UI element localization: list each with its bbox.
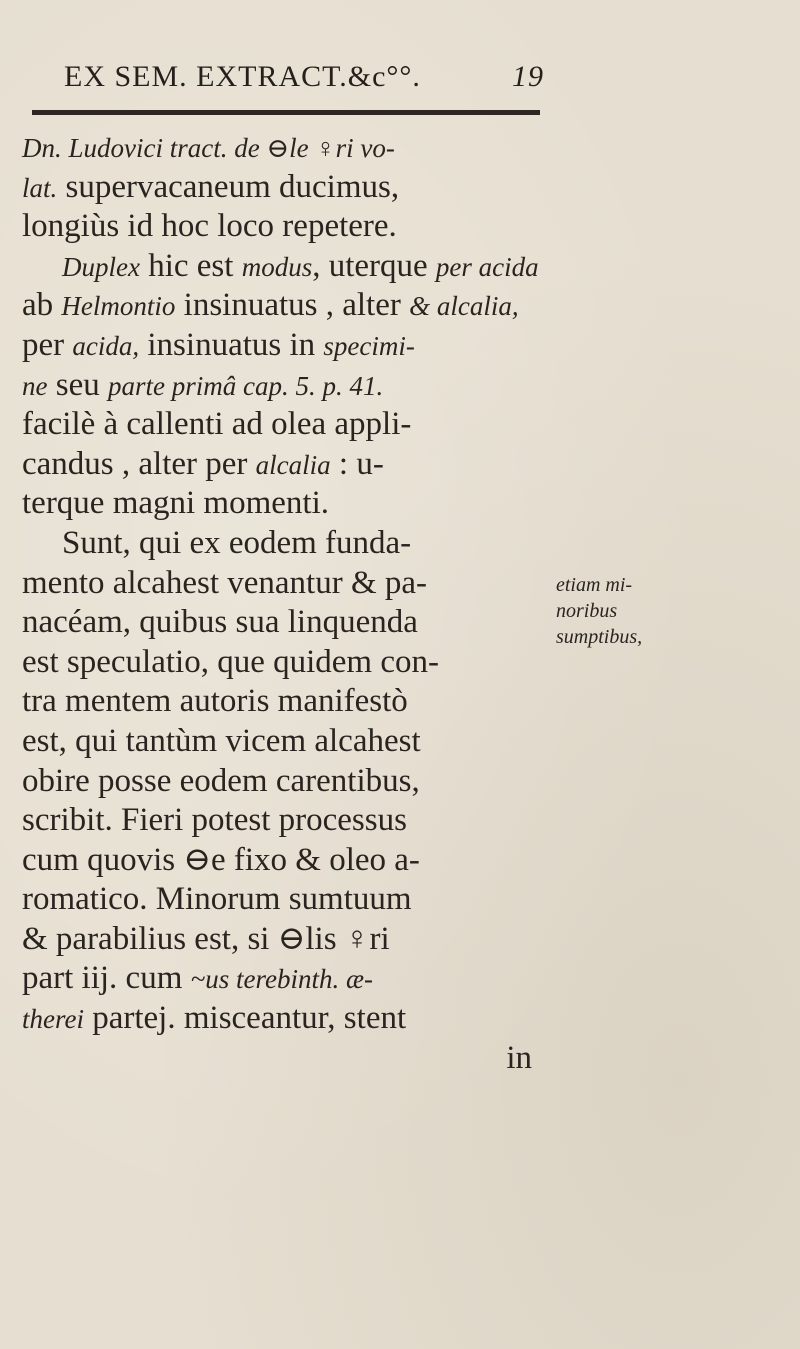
- body-text: [22, 128, 562, 1078]
- page-number: 19: [512, 60, 544, 93]
- roman-text: mento alcahest venantur & pa-: [22, 564, 428, 601]
- roman-text: hic est: [139, 247, 242, 284]
- text-line: [22, 247, 562, 287]
- text-line: [22, 445, 562, 485]
- text-line: [22, 286, 562, 326]
- text-line: [22, 841, 562, 881]
- text-line: [22, 801, 562, 841]
- italic-text: ne: [22, 370, 48, 401]
- italic-text: acida,: [72, 330, 140, 361]
- italic-text: parte primâ cap. 5. p. 41.: [107, 370, 384, 401]
- text-line: [22, 207, 562, 247]
- roman-text: est speculatio, que quidem con-: [22, 643, 439, 680]
- text-line: [22, 999, 562, 1039]
- italic-text: Dn. Ludovici tract. de ⊖le ♀ri vo-: [22, 133, 395, 163]
- margin-note-line: sumptibus,: [556, 626, 643, 648]
- italic-text: Duplex: [62, 251, 140, 282]
- roman-text: , uterque: [312, 247, 436, 284]
- roman-text: cum quovis ⊖e fixo & oleo a-: [22, 841, 420, 878]
- roman-text: Sunt, qui ex eodem funda-: [62, 524, 412, 561]
- roman-text: scribit. Fieri potest processus: [22, 802, 407, 839]
- italic-text: ~us terebinth. æ-: [190, 964, 373, 995]
- roman-text: romatico. Minorum sumtuum: [22, 881, 412, 918]
- text-line: [22, 524, 562, 564]
- running-title: EX SEM. EXTRACT.&c°°.: [64, 60, 421, 93]
- roman-text: tra mentem autoris manifestò: [22, 683, 408, 720]
- roman-text: facilè à callenti ad olea appli-: [22, 406, 412, 443]
- roman-text: longiùs id hoc loco repetere.: [22, 208, 397, 245]
- text-line: [22, 366, 562, 406]
- roman-text: supervacaneum ducimus,: [57, 168, 400, 205]
- text-line: [22, 405, 562, 445]
- roman-text: in: [506, 1039, 532, 1076]
- text-line: [22, 643, 562, 683]
- running-head: [64, 60, 564, 100]
- text-line: [22, 603, 562, 643]
- roman-text: obire posse eodem carentibus,: [22, 762, 420, 799]
- text-line: [22, 564, 562, 604]
- roman-text: : u-: [330, 445, 384, 482]
- text-line: [22, 722, 562, 762]
- roman-text: seu: [47, 366, 108, 403]
- roman-text: nacéam, quibus sua linquenda: [22, 604, 418, 641]
- italic-text: alcalia: [255, 449, 331, 480]
- text-line: [22, 959, 562, 999]
- roman-text: insinuatus in: [139, 326, 324, 363]
- text-line: [22, 168, 562, 208]
- text-line: [22, 682, 562, 722]
- text-line: [22, 484, 562, 524]
- roman-text: ab: [22, 287, 62, 324]
- italic-text: lat.: [22, 172, 58, 203]
- text-line: [22, 920, 562, 960]
- text-line: [22, 762, 562, 802]
- roman-text: part iij. cum: [22, 960, 191, 997]
- italic-text: therei: [22, 1004, 84, 1035]
- margin-note-line: etiam mi-: [556, 574, 633, 596]
- italic-text: & alcalia,: [409, 291, 519, 322]
- margin-note: [556, 572, 686, 650]
- text-line: [22, 1039, 562, 1079]
- margin-note-line: noribus: [556, 600, 618, 622]
- italic-text: Helmontio: [61, 291, 176, 322]
- roman-text: partej. misceantur, stent: [83, 1000, 407, 1037]
- text-line: [22, 326, 562, 366]
- roman-text: & parabilius est, si ⊖lis ♀ri: [22, 920, 390, 957]
- italic-text: modus: [241, 251, 313, 282]
- italic-text: per acida: [435, 251, 539, 282]
- roman-text: insinuatus , alter: [175, 287, 410, 324]
- text-line: [22, 880, 562, 920]
- roman-text: candus , alter per: [22, 445, 256, 482]
- roman-text: est, qui tantùm vicem alcahest: [22, 722, 421, 759]
- roman-text: terque magni momenti.: [22, 485, 330, 522]
- header-rule: [32, 110, 540, 115]
- text-line: [22, 128, 562, 168]
- roman-text: per: [22, 326, 73, 363]
- italic-text: specimi-: [323, 330, 415, 361]
